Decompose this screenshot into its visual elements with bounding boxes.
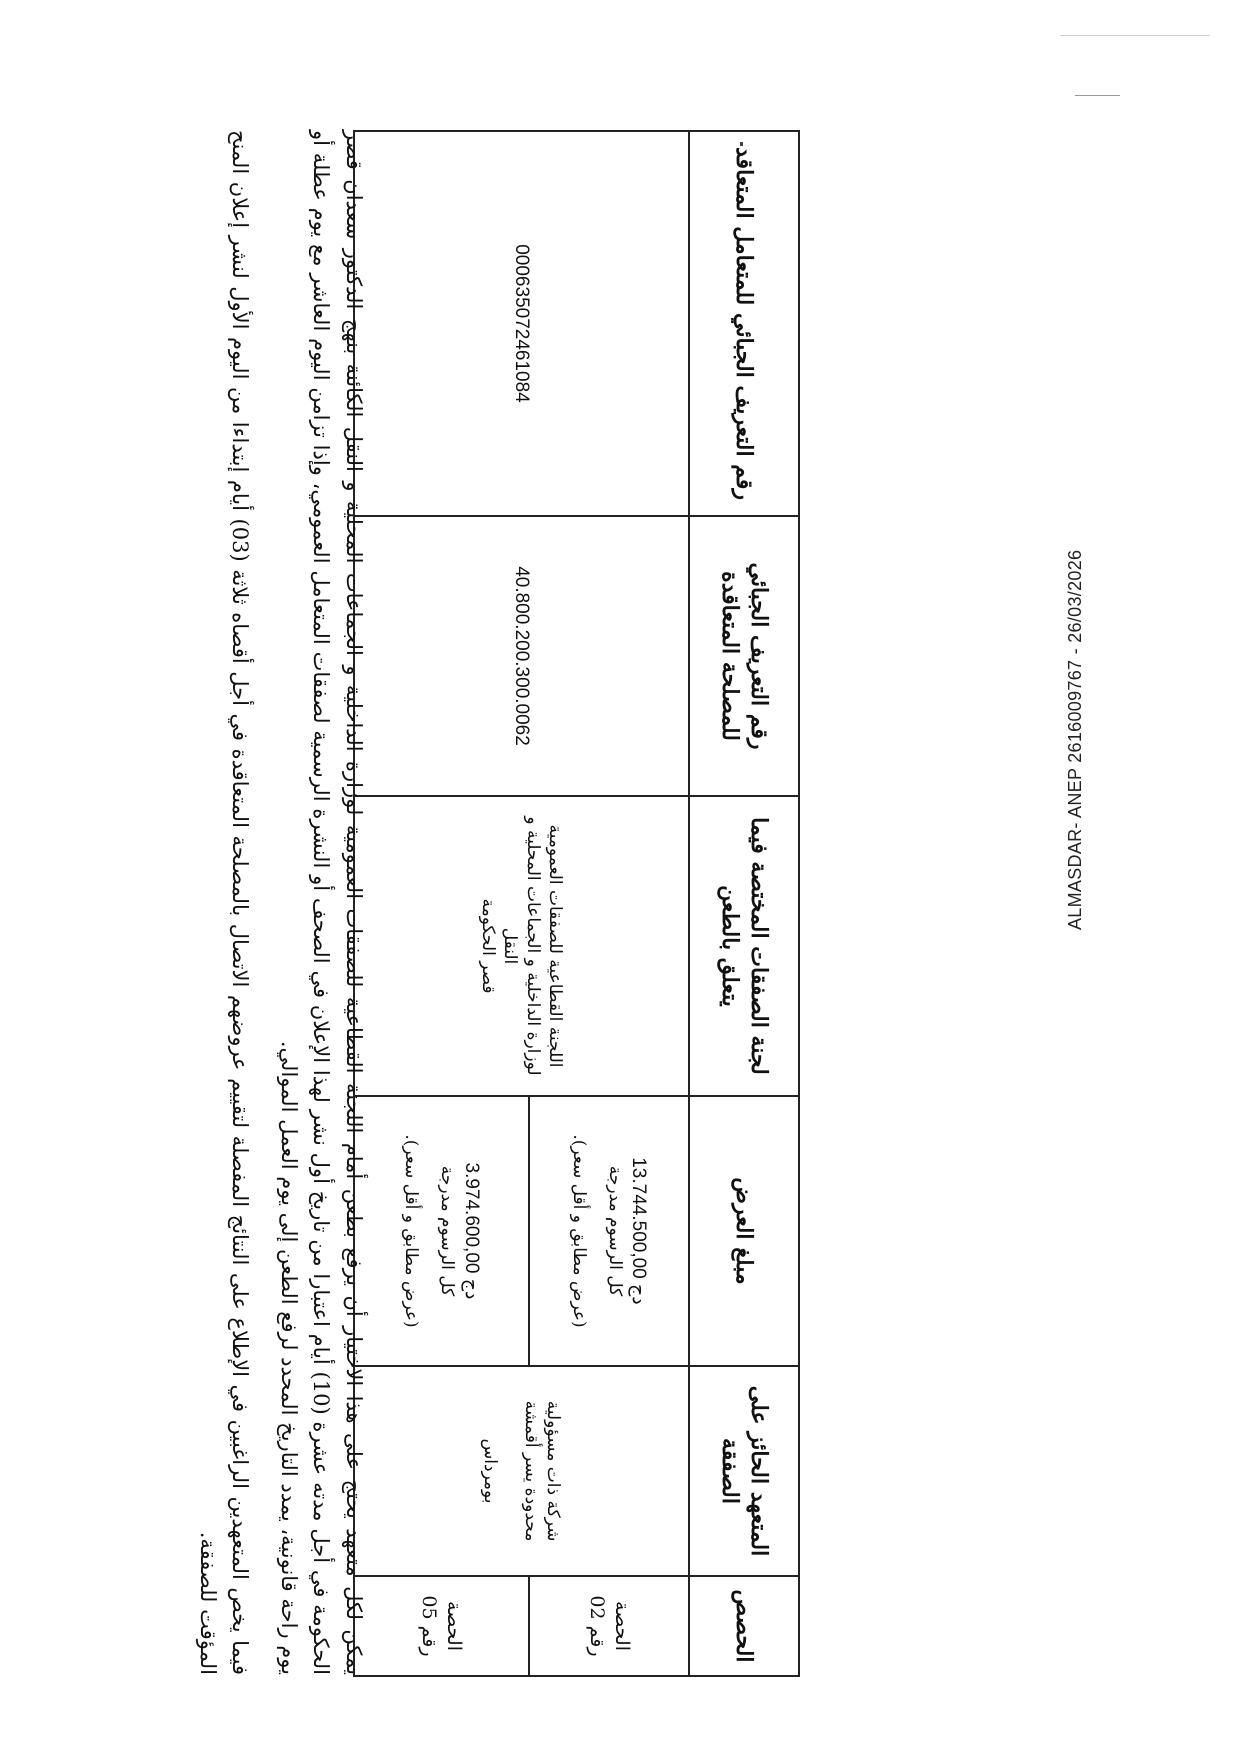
cell-amount (529, 1096, 689, 1366)
table-row (529, 131, 689, 1676)
committee-address: قصر الحكومة (478, 898, 499, 994)
cell-winner (354, 1366, 689, 1576)
cell-amount (354, 1096, 529, 1366)
publication-reference: ALMASDAR- ANEP 2616009767 - 26/03/2026 (1065, 549, 1085, 930)
table-header-row (689, 131, 799, 1676)
amount-offer-note: (عرض مطابق و أقل سعر). (401, 1134, 422, 1328)
appeal-paragraph: يمكن لكل متعهد يحتج على هذا الاختيار أن يرفع بطعن أمام اللجنة القطاعية للصفقات العمومية لوزارة الداخلية و الجماعات المحلية و النقل الكائنة بنهج الدكتور سعدان قصر الحكومة في أجل مدته عشرة (10) أيام اعتبارا من تاريخ أول نشر لهذا الإعلان في الصحف أو النشرة الرسمية لصفقات المتعامل العمومي، وإذا تزامن اليوم العاشر مع يوم عطلة أو يوم راحة قانونية، يمدد التاريخ المحدد لرفع الطعن إلى يوم العمل الموالي. (276, 130, 366, 1675)
notes-section (175, 130, 370, 1675)
header-lot: الحصص (689, 1576, 799, 1676)
amount-tax-note: كل الرسوم مدرجة (604, 1165, 625, 1297)
header-nif-agency: رقم التعريف الجبائي للمصلحة المتعاقدة (689, 516, 799, 796)
scan-edge-line (1060, 35, 1210, 36)
header-nif-contractor: رقم التعريف الجبائي للمتعامل المتعاقد (689, 131, 799, 516)
nif-agency-value: 40.800.200.300.0062 (511, 566, 533, 746)
amount-offer-note: (عرض مطابق و أقل سعر). (568, 1134, 589, 1328)
rotated-page-content (130, 55, 810, 1695)
header-winner: المتعهد الحائز على الصفقة (689, 1366, 799, 1576)
committee-name: اللجنة القطاعية للصفقات العمومية لوزارة الداخلية و الجماعات المحلية و النقل (500, 816, 565, 1076)
header-committee: لجنة الصفقات المختصة فيما يتعلق بالطعن (689, 796, 799, 1096)
cell-nif-agency (354, 516, 689, 796)
cell-nif-contractor (354, 131, 689, 516)
winner-name: شركة ذات مسؤولية محدودة يسر أقمشة (520, 1400, 563, 1542)
header-amount: مبلغ العرض (689, 1096, 799, 1366)
cell-lot: الحصة رقم 05 (354, 1576, 529, 1676)
amount-tax-note: كل الرسوم مدرجة (437, 1165, 458, 1297)
winner-city: بومرداس (480, 1438, 501, 1504)
scan-edge-line (1075, 95, 1120, 96)
amount-value: 3.974.600,00 دج (460, 1162, 482, 1300)
cell-lot: الحصة رقم 02 (529, 1576, 689, 1676)
award-table (353, 130, 800, 1677)
nif-contractor-value: 000635072461084 (511, 244, 533, 403)
results-paragraph: فيما يخص المتعهدين الراغبين في الإطلاع على النتائج المفصلة لتقييم عروضهم الاتصال بالمصلحة المتعاقدة في أجل أقصاه ثلاثة (03) أيام إبتداءا من اليوم الأول لنشر إعلان المنح المؤقت للصفقة. (195, 130, 253, 1675)
amount-value: 13.744.500,00 دج (628, 1157, 650, 1305)
cell-committee (354, 796, 689, 1096)
